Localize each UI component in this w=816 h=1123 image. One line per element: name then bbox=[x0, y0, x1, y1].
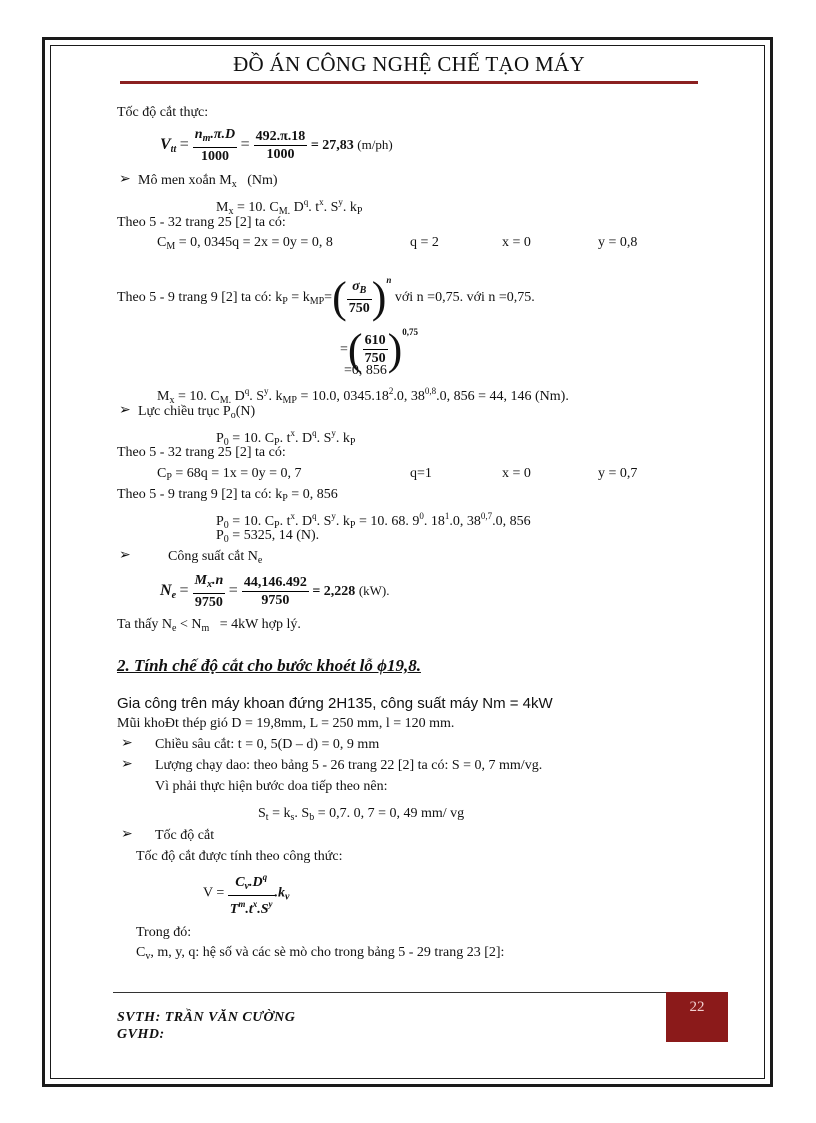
text-line: Vì phải thực hiện bước doa tiếp theo nên: bbox=[155, 779, 388, 794]
fraction: $\frac{M_x.n}{9750}$ bbox=[194, 573, 224, 611]
text-line: $C_M = 0$, 0345q = 2x = 0y = 0, 8 bbox=[157, 235, 333, 252]
formula-line: =( $\frac{610}{750}$ )$^{0,75}$ bbox=[340, 324, 418, 374]
frac-num-rest: .π.D bbox=[210, 127, 236, 143]
text-line: x = 0 bbox=[502, 466, 531, 481]
footer-teacher: GVHD: bbox=[117, 1027, 165, 1042]
fraction: $\frac{610}{750}$ bbox=[364, 333, 386, 367]
text-line: Ta thấy $N_e < N_m$ = 4kW hợp lý. bbox=[117, 617, 301, 634]
text-line: Theo 5 - 32 trang 25 [2] ta có: bbox=[117, 445, 286, 460]
fraction: $\frac{\sigma_B}{750}$ bbox=[348, 279, 370, 317]
frac-den: 1000 bbox=[254, 145, 308, 163]
formula-cutting-speed: V = $\frac{C_v.D^q}{T^m.t^x.S^y}$ $.k_v$ bbox=[203, 869, 289, 920]
frac-num-sub: m bbox=[202, 133, 211, 145]
arrow-bullet-icon: ➢ bbox=[121, 736, 133, 751]
formula-result: = 27,83 bbox=[310, 138, 354, 153]
text-line: Lượng chạy dao: theo bảng 5 - 26 trang 22 [2] ta có: S = 0, 7 mm/vg. bbox=[155, 758, 543, 773]
header-rule bbox=[120, 81, 698, 84]
page-header-title: ĐỒ ÁN CÔNG NGHỆ CHẾ TẠO MÁY bbox=[233, 52, 585, 76]
text-line: Chiều sâu cắt: t = 0, 5(D – d) = 0, 9 mm bbox=[155, 737, 380, 752]
text-line: Theo 5 - 9 trang 9 [2] ta có: $k_P = 0$, 856 bbox=[117, 487, 338, 504]
formula-speed: $V_{tt}$ = $\frac{n_m.\pi.D}{1000}$ = $\frac{492.\pi.18}{1000}$ = 27,83 (m/ph) bbox=[160, 127, 393, 165]
arrow-bullet-icon: ➢ bbox=[121, 827, 133, 842]
text-line: Tốc độ cắt bbox=[155, 828, 215, 843]
text-line: Tốc độ cắt thực: bbox=[117, 105, 209, 120]
text-line: Theo 5 - 32 trang 25 [2] ta có: bbox=[117, 215, 286, 230]
formula-sub: tt bbox=[170, 144, 177, 155]
formula-line: $P_0 = 10$. $C_P$. $t^x$. $D^q$. $S^y$. $k_P$ bbox=[216, 428, 356, 448]
text-line: y = 0,8 bbox=[598, 235, 638, 250]
text-line: q=1 bbox=[410, 466, 432, 481]
text-line: x = 0 bbox=[502, 235, 531, 250]
arrow-bullet-icon: ➢ bbox=[119, 403, 131, 418]
arrow-bullet-icon: ➢ bbox=[119, 548, 131, 563]
footer-student: SVTH: TRẦN VĂN CƯỜNG bbox=[117, 1010, 296, 1025]
formula-unit: (m/ph) bbox=[357, 137, 393, 152]
text-line: $C_P = 68q = 1x = 0y = 0$, 7 bbox=[157, 466, 302, 483]
frac-num: 492.π.18 bbox=[255, 129, 306, 145]
formula-line: $M_x = 10$. $C_{M.}$ $D^q$. $S^y$. $k_{MP} = 10.0$, 0345.18$^2$.0, 38$^{0,8}$.0, 856 = 44, 146 (Nm). bbox=[157, 386, 569, 406]
formula-power: $N_e$ = $\frac{M_x.n}{9750}$ = $\frac{44,146.492}{9750}$ = 2,228 (kW). bbox=[160, 573, 390, 611]
text-line: Công suất cắt $N_e$ bbox=[168, 549, 263, 566]
text-line: Trong đó: bbox=[136, 925, 192, 940]
formula-line: $P_0 = 10$. $C_P$. $t^x$. $D^q$. $S^y$. $k_P = 10$. 68. $9^0$. $18^1.0$, 38$^{0,7}$.0, 856 bbox=[216, 511, 531, 531]
arrow-bullet-icon: ➢ bbox=[119, 172, 131, 187]
frac-den: 1000 bbox=[193, 147, 237, 165]
formula-line: $S_t = k_s$. $S_b = 0,7$. 0, 7 = 0, 49 mm/ vg bbox=[258, 806, 465, 823]
formula-line: $M_x = 10$. $C_{M.}$ $D^q$. $t^x$. $S^y$. $k_P$ bbox=[216, 197, 363, 217]
formula-var: V bbox=[160, 136, 171, 153]
text-line: y = 0,7 bbox=[598, 466, 638, 481]
text-line: =0, 856 bbox=[344, 363, 387, 378]
arrow-bullet-icon: ➢ bbox=[121, 757, 133, 772]
text-line: $C_v$, m, y, q: hệ số và các sè mò cho trong bảng 5 - 29 trang 23 [2]: bbox=[136, 945, 505, 962]
frac-num: n bbox=[194, 127, 203, 143]
fraction: $\frac{C_v.D^q}{T^m.t^x.S^y}$ bbox=[229, 872, 273, 917]
fraction: $\frac{44,146.492}{9750}$ bbox=[243, 575, 307, 609]
footer-rule bbox=[113, 992, 666, 993]
text-line: Gia công trên máy khoan đứng 2H135, công suất máy Nm = 4kW bbox=[117, 695, 553, 712]
text-line: Mô men xoắn $M_x$ (Nm) bbox=[138, 173, 278, 190]
page-number: 22 bbox=[666, 992, 728, 1042]
formula-line: Theo 5 - 9 trang 9 [2] ta có: $k_P = k_{MP}=$( $\frac{\sigma_B}{750}$ )$^n$ với n =0,75. với n =0,75. bbox=[117, 272, 535, 322]
text-line: Mũi khoĐt thép gió D = 19,8mm, L = 250 mm, l = 120 mm. bbox=[117, 716, 455, 731]
fraction bbox=[254, 128, 308, 163]
text-line: Tốc độ cắt được tính theo công thức: bbox=[136, 849, 343, 864]
section-heading: 2. Tính chế độ cắt cho bước khoét lỗ ϕ19,8. bbox=[117, 656, 421, 675]
fraction bbox=[193, 126, 237, 165]
text-line: Lực chiều trục $P_o(N)$ bbox=[138, 404, 256, 421]
text-line: $P_0 = 5325$, 14 (N). bbox=[216, 528, 320, 545]
text-line: q = 2 bbox=[410, 235, 439, 250]
